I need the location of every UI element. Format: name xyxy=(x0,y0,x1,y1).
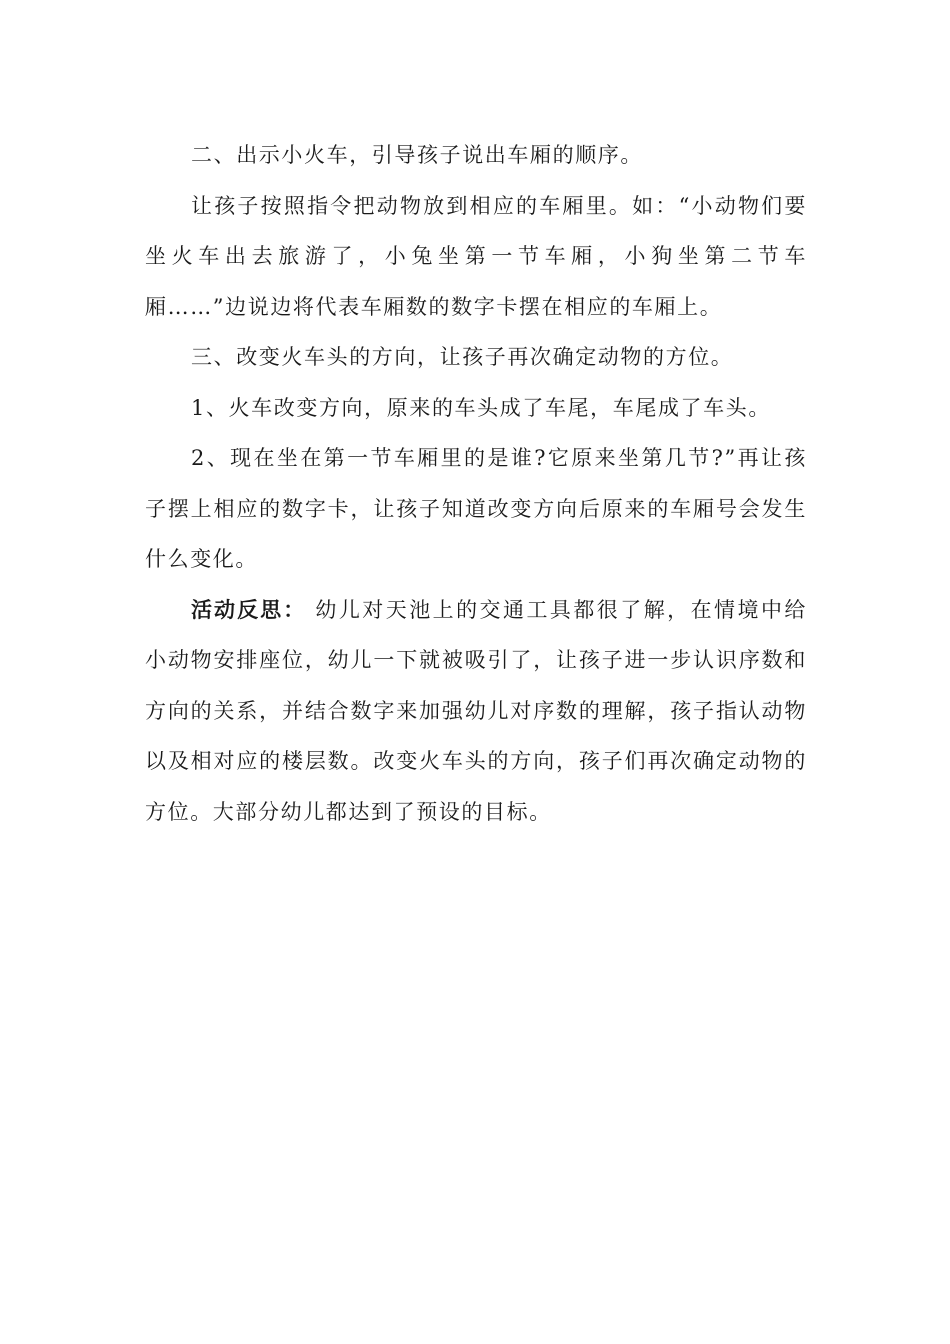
paragraph-reflection xyxy=(145,585,807,838)
paragraph-step-three: 三、改变火车头的方向，让孩子再次确定动物的方位。 xyxy=(191,345,734,369)
paragraph-step-two: 二、出示小火车，引导孩子说出车厢的顺序。 xyxy=(191,143,643,167)
paragraph-instruction: 让孩子按照指令把动物放到相应的车厢里。如：“小动物们要坐火车出去旅游了，小兔坐第一节车厢，小狗坐第二节车厢……”边说边将代表车厢数的数字卡摆在相应的车厢上。 xyxy=(145,193,807,319)
document-body xyxy=(145,130,807,837)
reflection-label: 活动反思： xyxy=(191,597,307,622)
paragraph-substep-two: 2、现在坐在第一节车厢里的是谁?它原来坐第几节?”再让孩子摆上相应的数字卡，让孩子知道改变方向后原来的车厢号会发生什么变化。 xyxy=(145,446,807,571)
paragraph-substep-one: 1、火车改变方向，原来的车头成了车尾，车尾成了车头。 xyxy=(191,395,771,420)
reflection-text: 幼儿对天池上的交通工具都很了解，在情境中给小动物安排座位，幼儿一下就被吸引了，让孩子进一步认识序数和方向的关系，并结合数字来加强幼儿对序数的理解，孩子指认动物以及相对应的楼层数。改变火车头的方向，孩子们再次确定动物的方位。大部分幼儿都达到了预设的目标。 xyxy=(145,597,808,824)
